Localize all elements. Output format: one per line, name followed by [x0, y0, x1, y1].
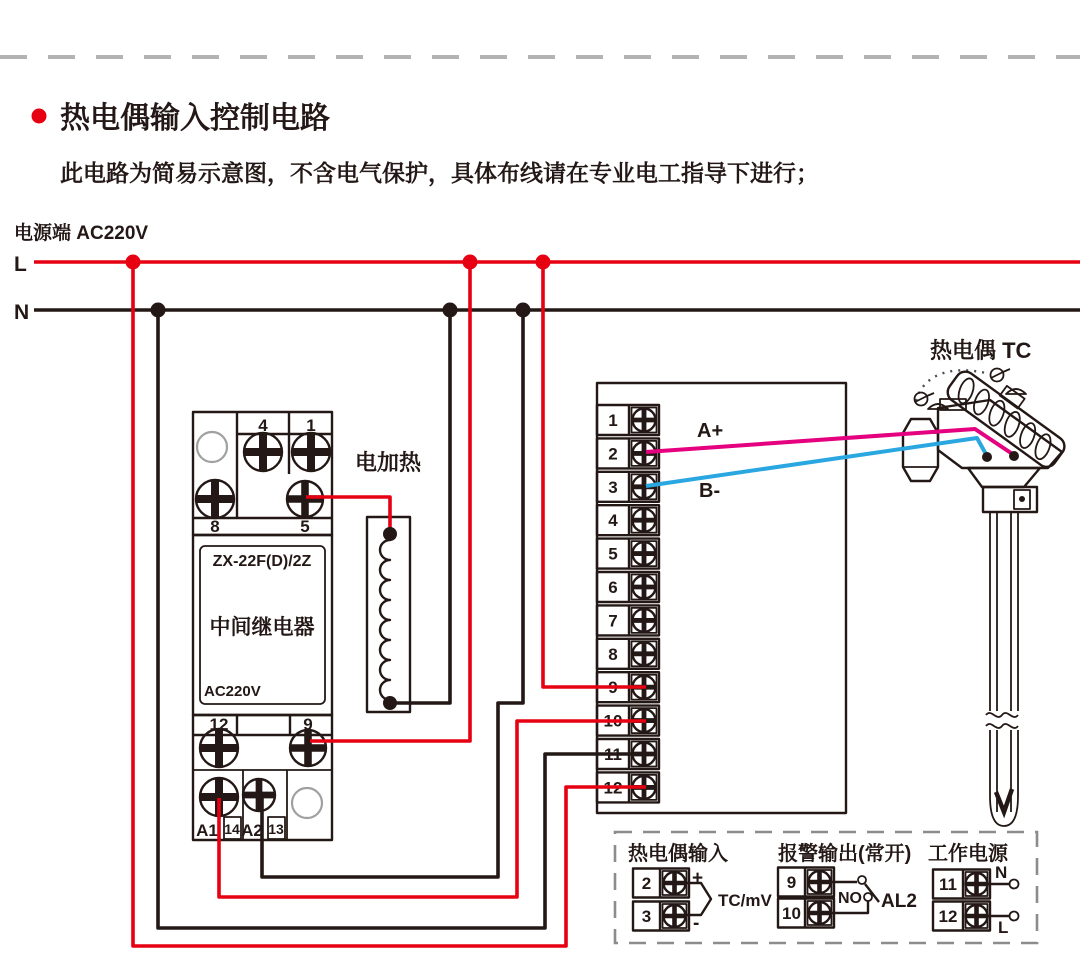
heater-label: 电加热 — [355, 450, 422, 475]
controller-terminal-8-number: 8 — [608, 644, 618, 664]
controller-terminal-3-number: 3 — [608, 477, 618, 497]
relay-name: 中间继电器 — [209, 616, 315, 639]
power-source-label: 电源端 AC220V — [14, 223, 149, 244]
relay-terminal-1: 1 — [306, 416, 316, 435]
cap-screw-icon — [915, 393, 935, 406]
controller-terminal-11-number: 11 — [604, 745, 622, 764]
probe-break-mark — [986, 713, 1018, 717]
legend-supply-group — [928, 841, 1019, 937]
legend-terminal-10-number: 10 — [782, 904, 801, 923]
thermocouple-terminal-dot — [1009, 451, 1019, 461]
controller-terminal-1-number: 1 — [608, 411, 618, 430]
relay-voltage: AC220V — [204, 683, 261, 700]
relay-coil-a2: A2 — [241, 821, 263, 840]
cap-screw-icon — [991, 369, 1011, 382]
screw-icon — [196, 480, 234, 518]
junction-dot — [126, 255, 141, 270]
wire-heater-to-neutral — [390, 310, 450, 703]
legend-signal-type: TC/mV — [718, 891, 772, 910]
controller-terminal-6-number: 6 — [608, 578, 618, 597]
relay-mount-hole — [292, 788, 322, 818]
thermocouple-neck — [968, 468, 1040, 487]
legend-l-label: L — [998, 918, 1009, 937]
screw-icon — [633, 409, 656, 432]
relay-terminal-9: 9 — [303, 715, 313, 734]
screw-icon — [292, 433, 330, 471]
relay-model: ZX-22F(D)/2Z — [212, 553, 312, 570]
legend-alarm-group — [778, 841, 917, 928]
relay-unit — [193, 412, 332, 840]
heater-coil — [380, 534, 390, 703]
relay-terminal-5: 5 — [300, 517, 310, 536]
heater-terminal-dot — [383, 696, 397, 710]
switch-contact — [864, 893, 872, 901]
screw-icon — [243, 779, 275, 811]
probe-tip-arrow — [996, 789, 1012, 812]
bullet-icon — [32, 109, 47, 124]
controller-terminal-7 — [597, 605, 659, 635]
relay-mount-hole — [197, 432, 227, 462]
controller-terminal-4-number: 4 — [608, 511, 618, 531]
junction-dot — [516, 303, 531, 318]
thermocouple — [903, 338, 1075, 826]
neutral-line-label: N — [14, 301, 30, 324]
controller-terminal-7-number: 7 — [608, 611, 618, 631]
wire-thermocouple-b-minus — [646, 438, 987, 486]
legend-n-label: N — [995, 863, 1008, 882]
controller-terminal-6 — [597, 572, 659, 602]
sensor-wire-negative-label: B- — [699, 480, 721, 502]
legend-no-label: NO — [838, 890, 862, 907]
page-title: 热电偶输入控制电路 — [60, 102, 330, 135]
legend — [615, 832, 1037, 943]
relay-coil-13: 13 — [268, 821, 284, 837]
controller-terminal-5-number: 5 — [608, 544, 618, 564]
legend-input-group — [628, 841, 773, 934]
controller-terminal-9-number: 9 — [608, 678, 618, 698]
thermocouple-probe — [986, 512, 1018, 826]
page-subtitle: 此电路为简易示意图，不含电气保护，具体布线请在专业电工指导下进行； — [60, 160, 819, 186]
switch-contact — [858, 876, 866, 884]
legend-terminal-3-number: 3 — [641, 907, 652, 926]
relay-terminal-8: 8 — [210, 517, 220, 536]
legend-plus: + — [692, 868, 704, 889]
wire-a1-to-terminal10 — [219, 721, 646, 897]
header — [32, 101, 820, 187]
legend-terminal-2-number: 2 — [641, 874, 652, 893]
screw-icon — [633, 509, 656, 532]
screw-icon — [633, 609, 656, 632]
thermocouple-label: 热电偶 TC — [930, 338, 1032, 363]
screw-icon — [633, 542, 656, 565]
controller-terminals — [597, 405, 659, 802]
screw-icon — [287, 481, 323, 517]
legend-al2-label: AL2 — [881, 891, 917, 912]
screw-icon — [200, 729, 238, 767]
screw-icon — [633, 642, 656, 665]
legend-alarm-title: 报警输出(常开) — [778, 843, 912, 865]
relay-coil-14: 14 — [224, 821, 240, 837]
heater — [355, 450, 422, 712]
supply-n-contact — [1010, 880, 1019, 889]
thermocouple-clamp — [983, 487, 1037, 512]
junction-dot — [443, 303, 458, 318]
junction-dot — [536, 255, 551, 270]
junction-dot — [151, 303, 166, 318]
probe-break-mark — [986, 724, 1018, 728]
controller-terminal-8 — [597, 639, 659, 669]
heater-terminal-dot — [383, 527, 397, 541]
screw-icon — [633, 576, 656, 599]
wire-live-to-terminal12 — [133, 262, 646, 946]
relay-coil-a1: A1 — [196, 821, 218, 840]
supply-l-contact — [1010, 912, 1019, 921]
controller-terminal-1 — [597, 405, 659, 435]
relay-terminal-4: 4 — [258, 416, 268, 435]
hex-nut — [903, 419, 938, 481]
sensor-wire-positive-label: A+ — [697, 420, 724, 442]
controller-terminal-2-number: 2 — [608, 444, 618, 464]
live-line-label: L — [14, 253, 27, 276]
legend-input-title: 热电偶输入 — [628, 843, 728, 865]
controller-terminal-5 — [597, 539, 659, 569]
screw-icon — [290, 730, 326, 766]
controller-terminal-12-number: 12 — [603, 778, 623, 798]
legend-terminal-11-number: 11 — [939, 875, 957, 894]
controller-terminal-4 — [597, 505, 659, 535]
power-rails — [14, 221, 1080, 324]
wire-live-to-terminal9 — [543, 262, 646, 687]
legend-minus: - — [693, 913, 700, 934]
thermocouple-terminal-dot — [982, 452, 992, 462]
screw-icon — [244, 433, 282, 471]
controller-terminal-10-number: 10 — [603, 711, 623, 731]
relay-terminal-12: 12 — [209, 715, 229, 734]
junction-dot — [463, 255, 478, 270]
legend-terminal-12-number: 12 — [938, 907, 958, 926]
legend-supply-title: 工作电源 — [928, 843, 1008, 865]
legend-terminal-9-number: 9 — [786, 873, 797, 892]
